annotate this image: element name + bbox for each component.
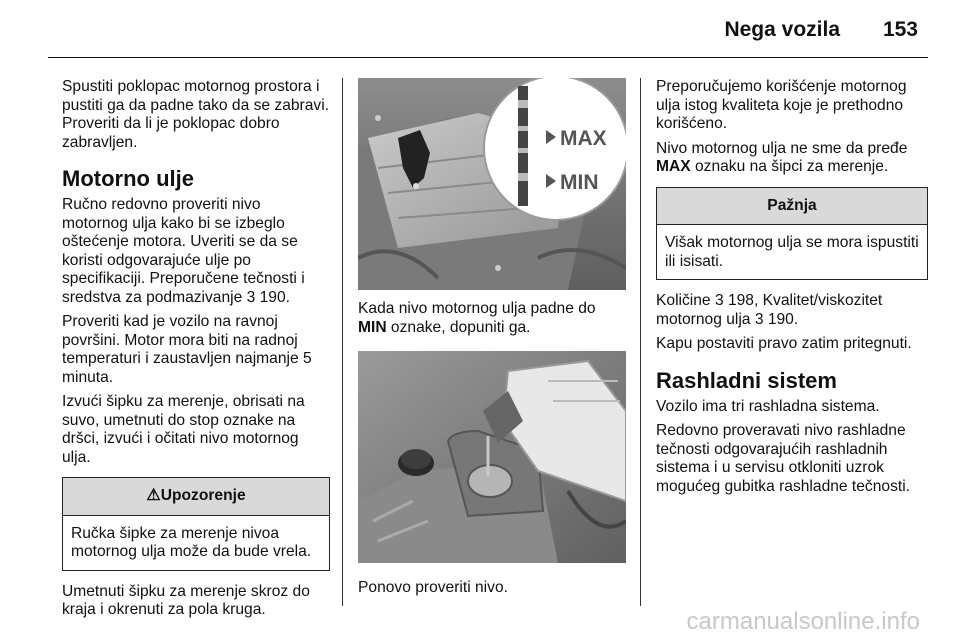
warning-title: Upozorenje [160, 487, 246, 504]
column-divider-2 [640, 78, 641, 606]
caption-min-level [358, 300, 626, 337]
warning-box [62, 477, 330, 571]
paragraph-check-oil-text: Ručno redovno proveriti nivo motornog ulja kako bi se izbeglo oštećenje motora. Uveriti se da se koristi odgovarajuće ulje po specifikaciji. Preporučene tečnosti i sredstva za podmazivanje [62, 196, 305, 306]
paragraph-quantities [656, 292, 928, 329]
paragraph-max-level [656, 140, 928, 177]
column-divider-1 [342, 78, 343, 606]
paragraph-check-oil [62, 196, 330, 307]
dipstick-illustration [358, 78, 626, 290]
caption-recheck: Ponovo proveriti nivo. [358, 579, 508, 596]
column-2 [358, 78, 626, 604]
column-1 [62, 78, 330, 626]
paragraph-cooling-count: Vozilo ima tri rashladna sistema. [656, 397, 880, 415]
caption-min-level-emphasis: MIN [358, 318, 387, 336]
paragraph-max-level-text-c: oznaku na šipci za merenje. [690, 158, 889, 175]
header-rule [48, 57, 928, 58]
paragraph-quantities-text-a: Količine [656, 292, 715, 309]
oil-filling-illustration [358, 351, 626, 563]
caution-box [656, 187, 928, 281]
paragraph-max-level-text-a: Nivo motornog ulja ne sme da pređe [656, 139, 908, 157]
max-marker-label: MAX [560, 127, 607, 150]
caption-min-level-text-c: oznake, dopuniti ga. [386, 318, 531, 336]
paragraph-cap: Kapu postaviti pravo zatim pritegnuti. [656, 335, 912, 352]
caution-text: Višak motornog ulja se mora ispustiti ili isisati. [665, 234, 919, 270]
page-reference[interactable]: 3 190. [246, 288, 290, 306]
page-number: 153 [882, 18, 918, 41]
min-marker-label: MIN [560, 171, 599, 194]
section-heading-cooling-system: Rashladni sistem [656, 367, 837, 393]
watermark-text: carmanualsonline.info [686, 608, 920, 635]
paragraph-recommend-oil: Preporučujemo korišćenje motornog ulja istog kvaliteta koje je prethodno korišćeno. [656, 78, 907, 132]
paragraph-dipstick: Izvući šipku za merenje, obrisati na suvo, umetnuti do stop oznake na dršci, izvući i očitati nivo motornog ulja. [62, 393, 305, 466]
page-reference[interactable]: 3 190. [754, 310, 799, 328]
caption-min-level-text-a: Kada nivo motornog ulja padne do [358, 300, 596, 317]
page-reference[interactable]: 3 198 [714, 292, 754, 309]
paragraph-hood: Spustiti poklopac motornog prostora i pustiti ga da padne tako da se zabravi. Proveriti da li je poklopac dobro zabravljen. [62, 78, 330, 151]
paragraph-cooling-check: Redovno proveravati nivo rashladne tečnosti odgovarajućih rashladnih sistema i u servisu otkloniti uzrok mogućeg gubitka rashladne tečnosti. [656, 422, 910, 495]
warning-header [63, 478, 329, 516]
paragraph-max-level-emphasis: MAX [656, 158, 691, 175]
paragraph-insert-dipstick: Umetnuti šipku za merenje skroz do kraja i okrenuti za pola kruga. [62, 582, 310, 618]
warning-triangle-icon: ⚠ [146, 487, 161, 504]
column-3 [656, 78, 928, 502]
warning-text: Ručka šipke za merenje nivoa motornog ulja može da bude vrela. [71, 524, 312, 560]
paragraph-quantities-text-b: , Kvalitet/viskozitet motornog ulja [656, 292, 883, 328]
paragraph-level-surface: Proveriti kad je vozilo na ravnoj površini. Motor mora biti na radnoj temperaturi i zaustavljen najmanje 5 minuta. [62, 313, 312, 386]
page-header-title: Nega vozila [724, 18, 840, 41]
section-heading-engine-oil: Motorno ulje [62, 166, 194, 191]
caution-title: Pažnja [657, 188, 927, 226]
